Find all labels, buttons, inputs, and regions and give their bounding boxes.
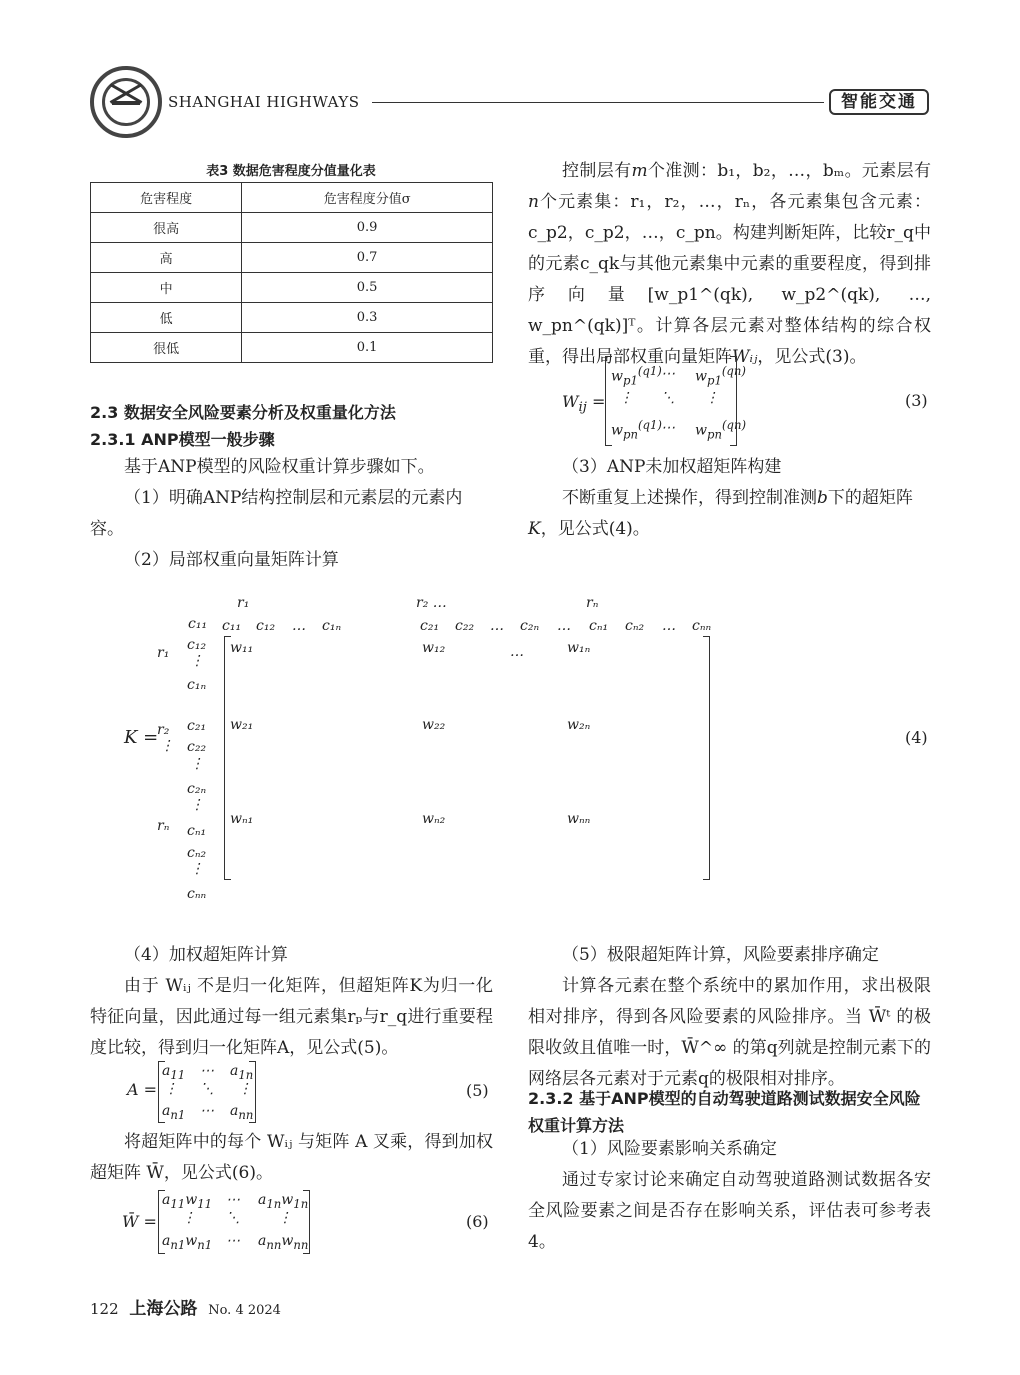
column-label: c₁₂ — [256, 618, 276, 634]
matrix-vdots: ⋮ — [238, 1081, 252, 1097]
text-run: 计算各层元素对整体结构的综合权重，得出局部权重向量矩阵 — [528, 316, 931, 367]
row-label: cₙ₂ — [187, 845, 207, 861]
column-label: c₁₁ — [188, 616, 208, 632]
paragraph: 由于 Wᵢⱼ 不是归一化矩阵，但超矩阵K为归一化特征向量，因此通过每一组元素集rₚ与r_q进行重要程度比较，得到归一化矩阵A，见公式(5)。 — [90, 976, 493, 1058]
column-label: cₙ₂ — [625, 618, 645, 634]
table-cell: 0.9 — [242, 213, 493, 243]
column-tag: 智能交通 — [829, 89, 929, 115]
matrix-block: wₙ₂ — [422, 811, 446, 827]
paragraph: （1）风险要素影响关系确定 — [562, 1139, 777, 1159]
matrix-vdots: ⋮ — [278, 1210, 292, 1226]
bracket-left — [224, 636, 231, 880]
paragraph: （2）局部权重向量矩阵计算 — [124, 550, 339, 570]
row-label: c₂₁ — [187, 718, 207, 734]
table-cell: 0.7 — [242, 243, 493, 273]
matrix-block: wₙ₁ — [230, 811, 254, 827]
row-group-label: rₙ — [157, 818, 170, 834]
variable-m: m — [631, 161, 648, 181]
table-cell: 0.1 — [242, 333, 493, 363]
row-group-label: r₂ — [157, 722, 170, 738]
bracket-right — [703, 636, 710, 880]
matrix-entry: $a_{n1}$ — [162, 1103, 186, 1122]
column-label: … — [557, 618, 571, 634]
table-cell: 很低 — [91, 333, 242, 363]
matrix-entry: $a_{n1}w_{n1}$ — [162, 1233, 213, 1252]
table-cell: 0.3 — [242, 303, 493, 333]
equation-number: (6) — [466, 1212, 489, 1231]
journal-logo — [90, 66, 162, 138]
matrix-entry: $a_{nn}$ — [230, 1103, 254, 1122]
table-cell: 低 — [91, 303, 242, 333]
table-header-cell: 危害程度 — [91, 183, 242, 213]
matrix-entry: $a_{11}$ — [162, 1063, 186, 1082]
text-run: ，见公式(4)。 — [540, 519, 650, 539]
matrix-ddots: ⋱ — [661, 390, 675, 406]
column-label: … — [490, 618, 504, 634]
eq4-lhs: K = — [124, 727, 159, 748]
row-label: c₁ₙ — [187, 677, 207, 693]
text-run: 个元素集：r₁，r₂，…，rₙ，各元素集包含元素：c_p2，c_p2，…，c_pn。构建判断矩阵，比较r_q中的元素c_qk与其他元素集中元素的重要程度，得到排序向量 — [528, 192, 931, 305]
group-label: rₙ — [586, 595, 599, 611]
matrix-ellipsis: ⋯ — [226, 1233, 240, 1249]
text-run: 不断重复上述操作，得到控制准测 — [562, 488, 817, 508]
table-row — [91, 273, 493, 303]
variable-k: K — [528, 519, 541, 539]
section-heading-2-3-2: 2.3.2 基于ANP模型的自动驾驶道路测试数据安全风险权重计算方法 — [528, 1089, 921, 1135]
table-row — [91, 303, 493, 333]
text-run: 个准测：b₁，b₂，…，bₘ。元素层有 — [647, 161, 932, 181]
matrix-ellipsis: ⋯ — [661, 366, 675, 382]
column-label: c₁ₙ — [322, 618, 342, 634]
section-heading-2-3-1: 2.3.1 ANP模型一般步骤 — [90, 430, 275, 449]
matrix-entry: $w_{p1}^{(q1)}$ — [611, 364, 662, 388]
matrix-ellipsis: ⋯ — [200, 1103, 214, 1119]
table-cell: 0.5 — [242, 273, 493, 303]
row-label: c₁₂ — [187, 637, 207, 653]
matrix-vdots: ⋮ — [164, 1081, 178, 1097]
row-label: ⋮ — [190, 653, 204, 669]
matrix-block: w₁₁ — [230, 640, 254, 656]
row-label: c₂ₙ — [187, 781, 207, 797]
eq3-lhs: $W_{ij}$ = — [562, 392, 606, 416]
paragraph: （5）极限超矩阵计算，风险要素排序确定 — [562, 945, 879, 965]
paragraph: 通过专家讨论来确定自动驾驶道路测试数据各安全风险要素之间是否存在影响关系，评估表可参考表4。 — [528, 1170, 931, 1252]
eq5-lhs: A = — [127, 1080, 158, 1099]
group-label: r₂ … — [416, 595, 447, 611]
matrix-ellipsis: … — [510, 644, 524, 660]
matrix-vdots: ⋮ — [182, 1210, 196, 1226]
header-rule — [372, 102, 824, 103]
matrix-block: w₂₂ — [422, 717, 446, 733]
paragraph: （1）明确ANP结构控制层和元素层的元素内容。 — [90, 488, 463, 539]
text-run: 控制层有 — [562, 161, 632, 181]
table-header-row — [91, 183, 493, 213]
matrix-entry: $w_{p1}^{(qn)}$ — [695, 364, 746, 388]
equation-number: (5) — [466, 1081, 489, 1100]
equation-number: (3) — [905, 391, 928, 410]
table-cell: 高 — [91, 243, 242, 273]
table-3 — [90, 182, 493, 363]
paragraph-control-layer — [528, 156, 931, 373]
matrix-entry: $w_{pn}^{(q1)}$ — [611, 418, 662, 442]
variable-b: b — [817, 488, 828, 508]
column-label: … — [662, 618, 676, 634]
table-row — [91, 333, 493, 363]
eq6-lhs: W̄ = — [122, 1212, 157, 1231]
row-label: c₂₂ — [187, 739, 207, 755]
eq5-matrix — [158, 1061, 256, 1123]
column-label: c₂₂ — [455, 618, 475, 634]
text-run: ，见公式(3)。 — [757, 347, 867, 367]
matrix-ddots: ⋱ — [200, 1081, 214, 1097]
row-label: ⋮ — [190, 797, 204, 813]
matrix-vdots: ⋮ — [705, 390, 719, 406]
column-label: cₙₙ — [692, 618, 712, 634]
matrix-entry: $a_{nn}w_{nn}$ — [258, 1233, 309, 1252]
page-footer — [90, 1294, 281, 1319]
matrix-entry: $a_{1n}$ — [230, 1063, 254, 1082]
paragraph: （3）ANP未加权超矩阵构建 — [562, 457, 782, 477]
matrix-block: w₂₁ — [230, 717, 254, 733]
matrix-block: w₂ₙ — [567, 717, 591, 733]
matrix-vdots: ⋮ — [619, 390, 633, 406]
row-label: cₙₙ — [187, 886, 207, 902]
logo-bar — [112, 101, 140, 105]
variable-wij: Wᵢⱼ — [732, 347, 758, 367]
row-label: ⋮ — [190, 861, 204, 877]
table-cell: 很高 — [91, 213, 242, 243]
equation-number: (4) — [905, 728, 928, 747]
supermatrix-brackets — [224, 636, 710, 880]
matrix-block: w₁₂ — [422, 640, 446, 656]
paragraph: 将超矩阵中的每个 Wᵢⱼ 与矩阵 A 叉乘，得到加权超矩阵 W̄，见公式(6)。 — [90, 1132, 493, 1183]
page-number: 122 — [90, 1300, 119, 1318]
table-row — [91, 213, 493, 243]
column-label: c₁₁ — [222, 618, 242, 634]
matrix-entry: $a_{1n}w_{1n}$ — [258, 1192, 309, 1211]
row-group-vdots: ⋮ — [160, 738, 174, 754]
paragraph: 计算各元素在整个系统中的累加作用，求出极限相对排序，得到各风险要素的风险排序。当 W̄ᵗ 的极限收敛且值唯一时，W̄^∞ 的第q列就是控制元素下的网络层各元素对于元素q的极限相对排序。 — [528, 976, 931, 1089]
column-label: c₂₁ — [420, 618, 440, 634]
matrix-block: w₁ₙ — [567, 640, 591, 656]
table-row — [91, 243, 493, 273]
variable-n: n — [528, 192, 539, 212]
eq6-matrix — [158, 1190, 310, 1254]
journal-name: SHANGHAI HIGHWAYS — [168, 93, 360, 111]
column-label: cₙ₁ — [589, 618, 609, 634]
table-cell: 中 — [91, 273, 242, 303]
matrix-block: wₙₙ — [567, 811, 591, 827]
row-label: ⋮ — [190, 756, 204, 772]
matrix-ellipsis: ⋯ — [661, 420, 675, 436]
section-heading-2-3: 2.3 数据安全风险要素分析及权重量化方法 — [90, 403, 396, 422]
matrix-entry: $a_{11}w_{11}$ — [162, 1192, 213, 1211]
issue-info: No. 4 2024 — [208, 1303, 281, 1318]
table-header-cell: 危害程度分值σ — [242, 183, 493, 213]
row-group-label: r₁ — [157, 645, 170, 661]
matrix-entry: $w_{pn}^{(qn)}$ — [695, 418, 747, 442]
table-caption: 表3 数据危害程度分值量化表 — [206, 164, 376, 179]
text-run: 下的超矩阵 — [827, 488, 913, 508]
eq3-matrix — [605, 356, 747, 446]
matrix-ellipsis: ⋯ — [200, 1063, 214, 1079]
matrix-ellipsis: ⋯ — [226, 1192, 240, 1208]
matrix-ddots: ⋱ — [226, 1210, 240, 1226]
paragraph-supermatrix — [528, 483, 931, 545]
group-label: r₁ — [237, 595, 250, 611]
row-label: cₙ₁ — [187, 823, 207, 839]
journal-name-cn: 上海公路 — [129, 1299, 198, 1319]
column-label: … — [292, 618, 306, 634]
paragraph: （4）加权超矩阵计算 — [124, 945, 288, 965]
column-label: c₂ₙ — [520, 618, 540, 634]
ranking-vector: [w_p1^(qk), w_p2^(qk), …, w_pn^(qk)]ᵀ。 — [528, 285, 931, 336]
paragraph: 基于ANP模型的风险权重计算步骤如下。 — [124, 457, 435, 477]
